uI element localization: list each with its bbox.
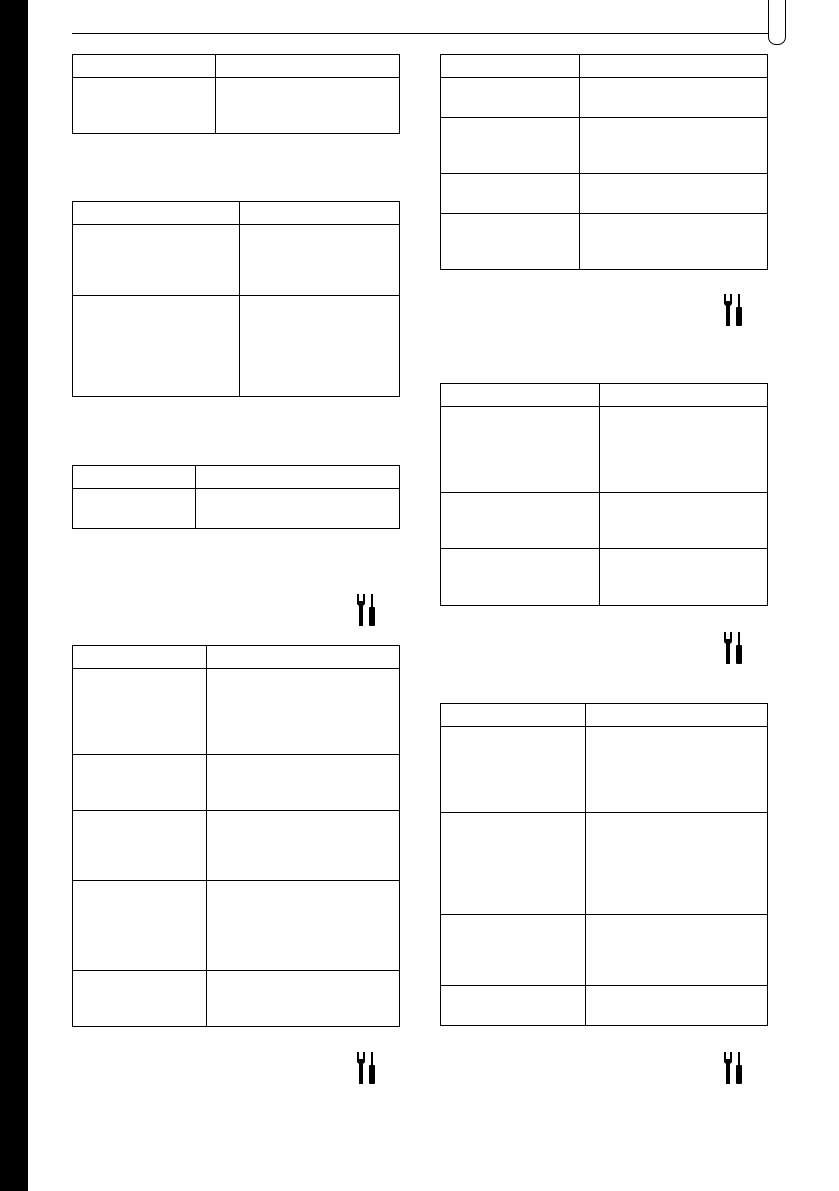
table-cell <box>73 811 207 881</box>
table-row <box>73 225 400 296</box>
table-cell <box>216 78 400 134</box>
table-header-row <box>73 202 400 225</box>
table-row <box>441 549 768 606</box>
table-header-row <box>73 466 400 489</box>
table-right-1 <box>440 54 768 270</box>
column-header <box>216 55 400 78</box>
table-cell <box>207 881 400 971</box>
table-row <box>441 118 768 174</box>
table-row <box>441 986 768 1026</box>
column-header <box>73 646 207 669</box>
table-left-1 <box>72 54 400 134</box>
table-cell <box>73 971 207 1027</box>
table-cell <box>207 669 400 755</box>
column-header <box>196 466 400 489</box>
table-cell <box>441 118 580 174</box>
table-header-row <box>441 704 768 727</box>
column-header <box>441 704 586 727</box>
table-row <box>73 78 400 134</box>
table-row <box>441 493 768 549</box>
table-row <box>441 727 768 813</box>
table-cell <box>207 811 400 881</box>
table-cell <box>586 915 768 986</box>
table-cell <box>73 755 207 811</box>
table-cell <box>600 549 768 606</box>
column-header <box>600 384 768 407</box>
column-header <box>441 55 580 78</box>
table-row <box>73 811 400 881</box>
column-header <box>207 646 400 669</box>
table-left-4 <box>72 645 400 1027</box>
column-header <box>73 466 196 489</box>
table-cell <box>73 489 196 529</box>
column-header <box>441 384 600 407</box>
table-cell <box>441 727 586 813</box>
table-cell <box>441 813 586 915</box>
table-row <box>441 214 768 270</box>
table-cell <box>441 986 586 1026</box>
table-cell <box>580 78 768 118</box>
table-cell <box>73 881 207 971</box>
table-row <box>73 296 400 397</box>
table-cell <box>73 669 207 755</box>
table-row <box>73 755 400 811</box>
table-row <box>441 915 768 986</box>
table-header-row <box>73 55 400 78</box>
table-cell <box>600 493 768 549</box>
tools-icon <box>356 1052 378 1084</box>
table-left-3 <box>72 465 400 529</box>
header-rule <box>72 33 768 34</box>
table-row <box>73 881 400 971</box>
column-header <box>73 55 216 78</box>
table-cell <box>580 174 768 214</box>
table-cell <box>73 78 216 134</box>
tools-icon <box>723 294 745 326</box>
table-cell <box>586 813 768 915</box>
table-row <box>73 669 400 755</box>
table-row <box>441 813 768 915</box>
table-row <box>441 407 768 493</box>
table-cell <box>441 174 580 214</box>
table-cell <box>240 296 400 397</box>
table-row <box>73 971 400 1027</box>
table-left-2 <box>72 201 400 397</box>
table-row <box>441 78 768 118</box>
column-header <box>73 202 240 225</box>
table-cell <box>580 118 768 174</box>
table-right-3 <box>440 703 768 1026</box>
column-header <box>580 55 768 78</box>
table-right-2 <box>440 383 768 606</box>
table-cell <box>207 755 400 811</box>
table-cell <box>580 214 768 270</box>
table-cell <box>73 225 240 296</box>
table-header-row <box>73 646 400 669</box>
tools-icon <box>723 632 745 664</box>
table-cell <box>441 549 600 606</box>
table-row <box>73 489 400 529</box>
table-row <box>441 174 768 214</box>
tools-icon <box>723 1052 745 1084</box>
page-tab <box>768 0 786 45</box>
column-header <box>240 202 400 225</box>
table-cell <box>586 727 768 813</box>
column-header <box>586 704 768 727</box>
table-cell <box>600 407 768 493</box>
table-cell <box>586 986 768 1026</box>
table-cell <box>240 225 400 296</box>
table-cell <box>441 493 600 549</box>
tools-icon <box>356 594 378 626</box>
table-header-row <box>441 384 768 407</box>
table-cell <box>196 489 400 529</box>
table-cell <box>441 407 600 493</box>
table-cell <box>441 214 580 270</box>
table-cell <box>73 296 240 397</box>
table-cell <box>441 915 586 986</box>
table-cell <box>441 78 580 118</box>
table-cell <box>207 971 400 1027</box>
table-header-row <box>441 55 768 78</box>
page-edge-bar <box>0 0 28 1191</box>
